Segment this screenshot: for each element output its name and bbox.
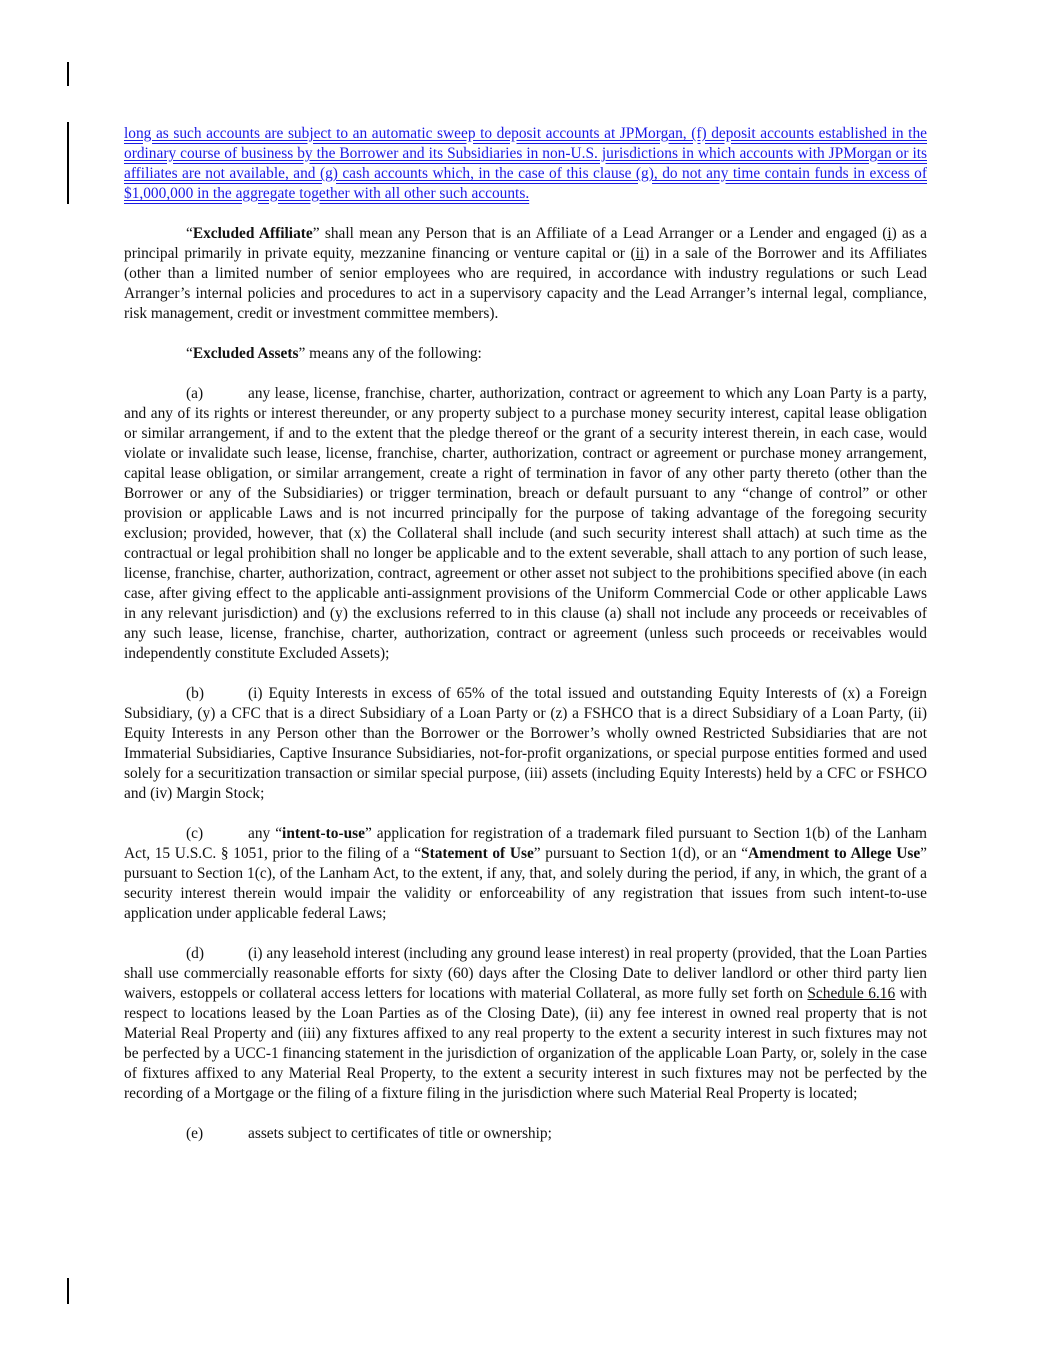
clause-label: (e) (186, 1125, 204, 1142)
open-quote: “ (186, 225, 193, 242)
defined-term: Statement of Use (421, 845, 534, 862)
clause-text: (i) Equity Interests in excess of 65% of the total issued and outstanding Equity Interests of (x) a Foreign Subsidiary, (y) a CFC that is a direct Subsidiary of a Loan Party or (z) a FSHCO that is a direct Subsidiary of a Loan Party, (ii) Equity Interests in any Person other than the Borrower or the Borrower’s wholly owned Restricted Subsidiaries that are not Immaterial Subsidiaries, Captive Insurance Subsidiaries, not-for-profit organizations, or special purpose entities formed and used solely for a securitization transaction or similar special purpose, (iii) assets (including Equity Interests) held by a CFC or FSHCO and (iv) Margin Stock; (124, 685, 927, 802)
clause-text: any lease, license, franchise, charter, authorization, contract or agreement to which any Loan Party is a party, and any of its rights or interest thereunder, or any property subject to a purchase money security interest, capital lease obligation or similar arrangement, if and to the extent that the pledge thereof or the grant of a security interest therein, in each case, would violate or invalidate such lease, license, franchise, charter, authorization, contract or agreement or purchase money arrangement, capital lease obligation, or similar arrangement, create a right of termination in favor of any other party thereto (other than the Borrower or any of the Subsidiaries) or trigger termination, breach or default pursuant to any “change of control” or other provision or applicable Laws and is not incurred principally for the purpose of taking advantage of the foregoing security exclusion; provided, however, that (x) the Collateral shall include (and such security interest shall attach) at such time as the contractual or legal prohibition shall no longer be applicable and to the extent severable, shall attach to any portion of such lease, license, franchise, charter, authorization, contract, agreement or other asset not subject to the prohibitions specified above (in each case, after giving effect to the applicable anti-assignment provisions of the Uniform Commercial Code or other applicable Laws in any relevant jurisdiction) and (y) the exclusions referred to in this clause (a) shall not include any proceeds or receivables of any such lease, license, franchise, charter, authorization, contract or agreement (unless such proceeds or receivables would independently constitute Excluded Assets); (124, 385, 927, 662)
definition-text: ) as a principal primarily in private equity, mezzanine financing or venture capital or ( (124, 225, 927, 262)
definition-text: ” shall mean any Person that is an Affiliate of a Lead Arranger or a Lender and engaged ( (312, 225, 888, 242)
definition-text: ) in a sale of the Borrower and its Affiliates (other than a limited number of senior employees who are required, in accordance with industry regulations or such Lead Arranger’s internal policies and procedures to act in a supervisory capacity and the Lead Arranger’s internal legal, compliance, risk management, credit or investment committee members). (124, 245, 927, 322)
clause-e (124, 1124, 927, 1144)
defined-term: intent-to-use (282, 825, 365, 842)
clause-a (124, 384, 927, 664)
roman-ii: ii (635, 245, 645, 262)
clause-text: ” application for registration of a trademark filed pursuant to Section 1(b) of the Lanham Act, 15 U.S.C. § 1051, prior to the filing of a “ (124, 825, 928, 862)
clause-text: ” pursuant to Section 1(d), or an “ (533, 845, 749, 862)
inserted-paragraph: long as such accounts are subject to an automatic sweep to deposit accounts at JPMorgan, (f) deposit accounts established in the ordinary course of business by the Borrower and its Subsidiaries in non-U.S. jurisdictions in which accounts with JPMorgan or its affiliates are not available, and (g) cash accounts which, in the case of this clause (g), do not any time contain funds in excess of $1,000,000 in the aggregate together with all other such accounts. (124, 125, 927, 202)
clause-b (124, 684, 927, 804)
clause-c (124, 824, 927, 924)
clause-text: any “ (248, 825, 283, 842)
clause-text: ” pursuant to Section 1(c), of the Lanham Act, to the extent, if any, that, and solely during the period, if any, in which, the grant of a security interest therein would impair the validity or enforceability of any registration that issues from such intent-to-use application under applicable federal Laws; (124, 845, 928, 922)
change-bar-insert (67, 122, 69, 204)
clause-label: (d) (186, 945, 204, 962)
roman-i: i (887, 225, 892, 242)
clause-label: (a) (186, 385, 204, 402)
change-bar-top (67, 62, 69, 86)
schedule-reference: Schedule 6.16 (807, 985, 896, 1002)
clause-text: (i) any leasehold interest (including any ground lease interest) in real property (provided, that the Loan Parties shall use commercially reasonable efforts for sixty (60) days after the Closing Date to deliver landlord or other third party lien waivers, estoppels or collateral access letters for locations with material Collateral, as more fully set forth on (124, 945, 927, 1002)
change-bar-bottom (67, 1278, 69, 1304)
clause-label: (c) (186, 825, 204, 842)
defined-term: Amendment to Allege Use (748, 845, 921, 862)
defined-term: Excluded Affiliate (192, 225, 313, 242)
clause-d (124, 944, 927, 1104)
definition-excluded-assets (124, 344, 927, 364)
definition-excluded-affiliate (124, 224, 927, 324)
clause-label: (b) (186, 685, 204, 702)
clause-text: with respect to locations leased by the Loan Parties as of the Closing Date), (ii) any fee interest in owned real property that is not Material Real Property and (iii) any fixtures affixed to any real property to the extent a security interest in such fixtures may not be perfected by a UCC-1 financing statement in the jurisdiction of organization of the applicable Loan Party, or, solely in the case of fixtures affixed to any Material Real Property, to the extent a security interest in such fixtures may not be perfected by the recording of a Mortgage or the filing of a fixture filing in the jurisdiction where such Material Real Property is located; (124, 985, 928, 1102)
clause-text: assets subject to certificates of title or ownership; (248, 1125, 552, 1142)
definition-text: ” means any of the following: (298, 345, 482, 362)
open-quote: “ (186, 345, 193, 362)
defined-term: Excluded Assets (192, 345, 299, 362)
document-body (124, 124, 927, 1164)
